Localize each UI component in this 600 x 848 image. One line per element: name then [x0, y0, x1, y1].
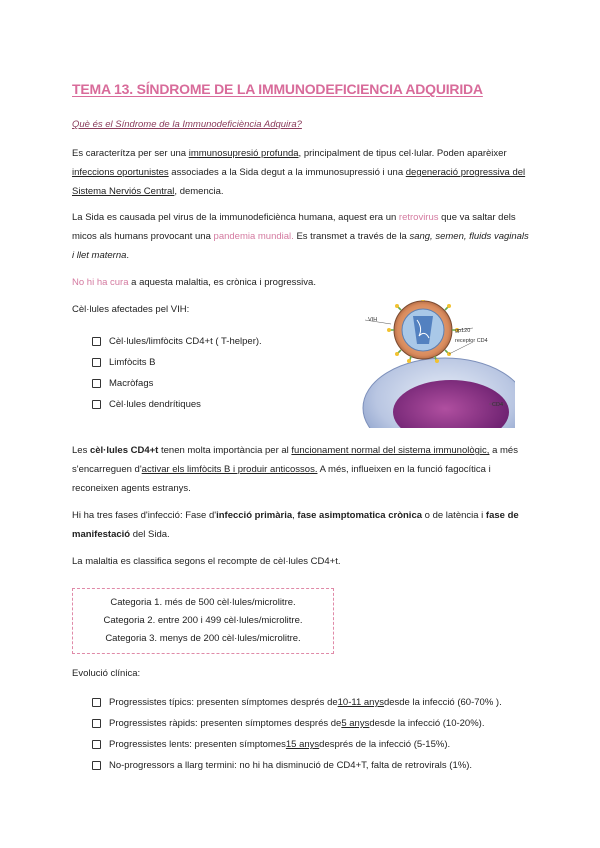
checkbox-icon[interactable] [92, 740, 101, 749]
list-item: Cèl·lules/limfòcits CD4+t ( T-helper). [92, 331, 262, 352]
checkbox-icon[interactable] [92, 337, 101, 346]
checkbox-icon[interactable] [92, 400, 101, 409]
checkbox-icon[interactable] [92, 761, 101, 770]
list-item: Progressistes ràpids: presenten símptomes després de 5 anys desde la infecció (10-20%). [92, 713, 502, 734]
label-cell: CD4 [492, 402, 504, 408]
list-item: Progressistes típics: presenten símptomes després de 10-11 anys desde la infecció (60-70% ). [92, 692, 502, 713]
paragraph-definition: Es caracterítza per ser una immunosupresió profunda, principalment de tipus cel·lular. Poden aparèixer infeccions oportunistes associades a la Sida degut a la immunosupressió i una degeneració progressiva del Sistema Nerviós Central, demencia. [72, 148, 526, 197]
checkbox-icon[interactable] [92, 379, 101, 388]
label-gp120: gp120 [455, 328, 471, 334]
checkbox-icon[interactable] [92, 719, 101, 728]
category-item: Categoria 1. més de 500 cèl·lules/microlitre. [110, 597, 296, 608]
list-item: Progressistes lents: presenten símptomes 15 anys després de la infecció (5-15%). [92, 734, 502, 755]
checkbox-icon[interactable] [92, 698, 101, 707]
section-question: Què és el Síndrome de la Immunodeficiència Adquira? [72, 119, 302, 130]
evolution-heading: Evolució clínica: [72, 668, 141, 679]
list-item: No-progressors a llarg termini: no hi ha disminució de CD4+T, falta de retrovirals (1%). [92, 755, 502, 776]
paragraph-phases: Hi ha tres fases d'infecció: Fase d'infecció primària, fase asimptomatica crònica o de latència i fase de manifestació del Sida. [72, 510, 519, 540]
hiv-cell-illustration [355, 300, 515, 428]
categories-box [72, 588, 334, 654]
label-virus: VIH [368, 317, 378, 323]
paragraph-classification: La malaltia es classifica segons el recompte de cèl·lules CD4+t. [72, 556, 341, 567]
list-item: Limfòcits B [92, 352, 262, 373]
list-item: Cèl·lules dendrítiques [92, 394, 262, 415]
list-item: Macròfags [92, 373, 262, 394]
affected-cells-list [92, 331, 262, 415]
paragraph-cd4: Les cèl·lules CD4+t tenen molta importància per al funcionament normal del sistema immunològic, a més s'encarreguen d'activar els limfòcits B i produir anticossos. A més, influeixen en la funció fagocítica i reconeixen agents estranys. [72, 445, 518, 494]
paragraph-no-cure: No hi ha cura a aquesta malaltia, es crònica i progressiva. [72, 277, 316, 288]
label-receptor: receptor CD4 [455, 338, 488, 344]
category-item: Categoria 3. menys de 200 cèl·lules/microlitre. [105, 633, 301, 644]
evolution-list [92, 692, 502, 776]
page-title: TEMA 13. SÍNDROME DE LA IMMUNODEFICIENCIA ADQUIRIDA [72, 81, 483, 97]
category-item: Categoria 2. entre 200 i 499 cèl·lules/microlitre. [103, 615, 303, 626]
checkbox-icon[interactable] [92, 358, 101, 367]
paragraph-cause: La Sida es causada pel virus de la immunodeficiènca humana, aquest era un retrovirus que va saltar dels micos als humans provocant una pandemia mundial. Es transmet a través de la sang, semen, fluids vaginals i llet materna. [72, 212, 529, 261]
affected-cells-heading: Cèl·lules afectades pel VIH: [72, 304, 190, 315]
